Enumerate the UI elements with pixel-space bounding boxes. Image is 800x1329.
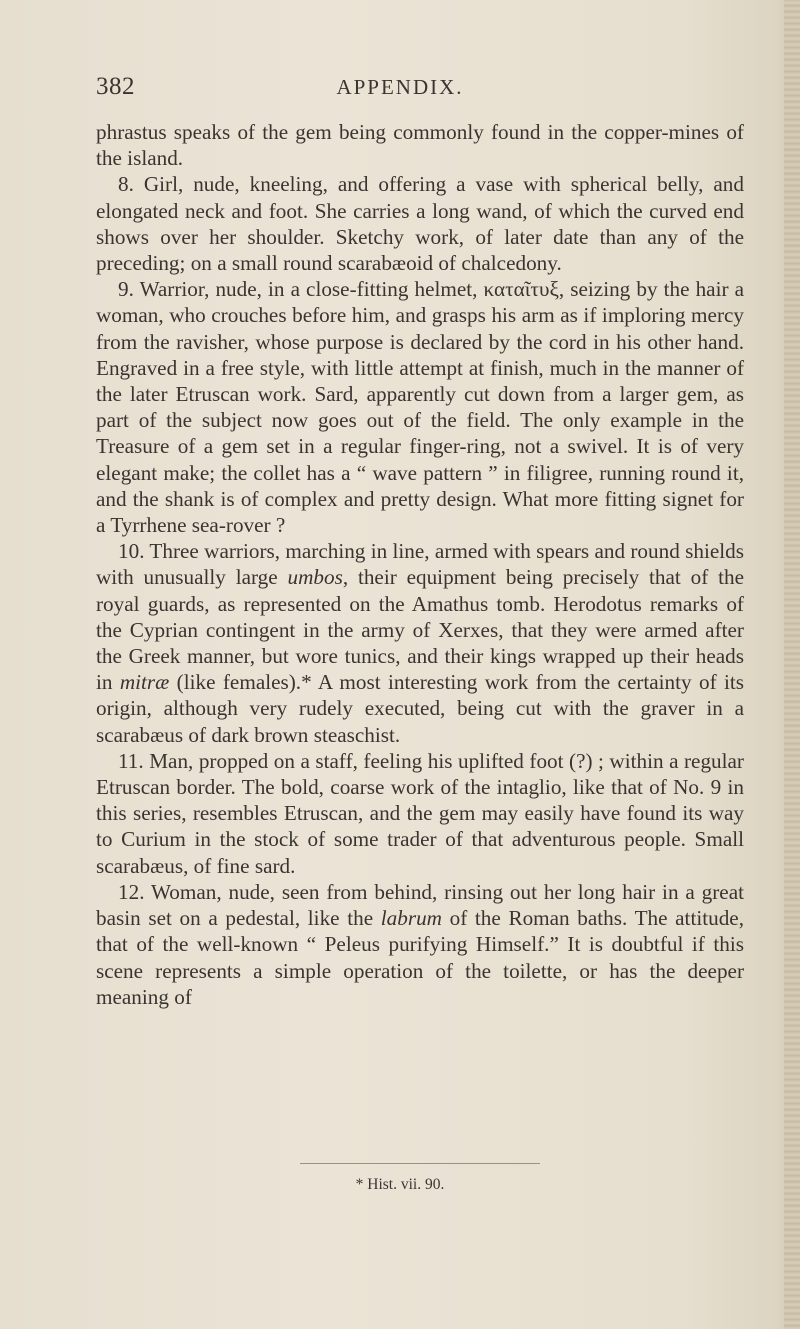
entry-12-text-a: 12. Woman, nude, seen from behind, rinsing out her long hair in a great basin set on a pedestal, like the: [96, 879, 744, 931]
italic-umbos: umbos: [287, 565, 343, 590]
entry-9-text-b: , seizing by the hair a woman, who crouches before him, and grasps his arm as if imploring mercy from the ravisher, whose purpose is declared by the cord in his other hand. Engraved in a free style, with little attempt at finish, much in the manner of the later Etruscan work. Sard, apparently cut down from a larger gem, as part of the subject now goes out of the field. The only example in the Treasure of a gem set in a regular finger-ring, not a swivel. It is of very elegant make; the collet has a “ wave pattern ” in filigree, running round it, and the shank is of complex and pretty design. What more fitting signet for a Tyrrhene sea-rover ?: [96, 277, 744, 538]
entry-10-text-b: , their equipment being precisely that of the royal guards, as represented on the Amathus tomb. Herodotus remarks of the Cyprian contingent in the army of Xerxes, that they were armed after the Greek manner, but wore tunics, and their kings wrapped up their heads in: [96, 565, 744, 695]
entry-9-text-a: 9. Warrior, nude, in a close-fitting helmet,: [118, 277, 484, 302]
entry-9: [96, 276, 744, 538]
running-head: APPENDIX.: [336, 75, 464, 99]
entry-10-text-c: (like females).* A most interesting work from the certainty of its origin, although very rudely executed, being cut with the graver in a scarabæus of dark brown steaschist.: [96, 670, 745, 747]
entry-8: 8. Girl, nude, kneeling, and offering a vase with spherical belly, and elongated neck and foot. She carries a long wand, of which the curved end shows over her shoulder. Sketchy work, of later date than any of the preceding; on a small round scarabæoid of chalcedony.: [96, 172, 744, 276]
entry-12: [96, 879, 744, 1010]
italic-labrum: labrum: [380, 906, 442, 931]
footnote: * Hist. vii. 90.: [355, 1176, 445, 1193]
greek-term: καταῖτυξ: [483, 277, 559, 302]
entry-10: [96, 538, 744, 748]
page-number: 382: [96, 73, 135, 100]
body-text: [96, 119, 744, 1010]
italic-mitrae: mitræ: [119, 670, 170, 695]
entry-11: 11. Man, propped on a staff, feeling his uplifted foot (?) ; within a regular Etruscan border. The bold, coarse work of the intaglio, like that of No. 9 in this series, resembles Etruscan, and the gem may easily have found its way to Curium in the stock of some trader of that adventurous people. Small scarabæus, of fine sard.: [96, 748, 744, 878]
entry-10-text-a: 10. Three warriors, marching in line, armed with spears and round shields with unusually large: [96, 539, 744, 590]
entry-12-text-b: of the Roman baths. The attitude, that of the well-known “ Peleus purifying Himself.” It is doubtful if this scene represents a simple operation of the toilette, or has the deeper meaning of: [96, 906, 744, 1009]
paragraph-continuation: phrastus speaks of the gem being commonly found in the copper-mines of the island.: [96, 120, 744, 171]
page-edge: [784, 0, 800, 1329]
footnote-rule: [300, 1163, 540, 1164]
